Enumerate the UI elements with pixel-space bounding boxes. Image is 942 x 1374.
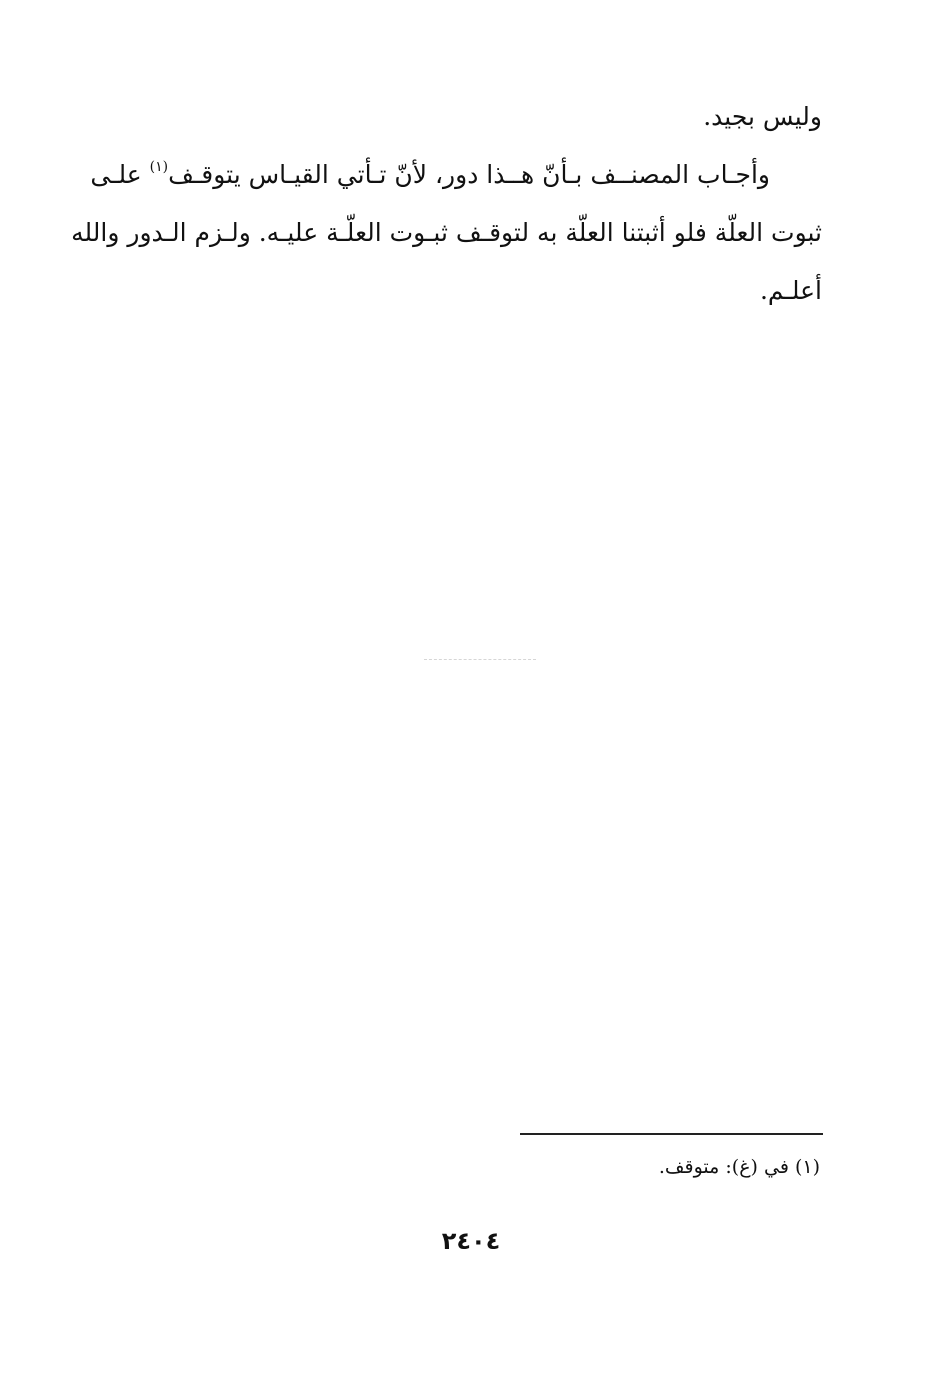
paragraph-1 [128, 88, 822, 146]
footnote: (١) في (غ): متوقف. [658, 1156, 820, 1178]
text-line: أعلـم. [759, 276, 822, 305]
footnote-separator [520, 1133, 823, 1135]
page-number: ٢٤٠٤ [441, 1227, 501, 1255]
text-segment: علـى [90, 160, 150, 189]
text-line: ثبوت العلّة فلو أثبتنا العلّة به لتوقـف ثبـوت العلّـة عليـه. ولـزم الـدور والله [71, 218, 822, 247]
scan-artifact-line [424, 659, 536, 660]
text-line: وليس بجيد. [703, 102, 822, 131]
text-segment: وأجـاب المصنــف بـأنّ هــذا دور، لأنّ تـأتي القيـاس يتوقـف [168, 160, 770, 189]
text-line [90, 146, 822, 204]
paragraph-2 [71, 146, 822, 320]
footnote-reference[interactable]: (١) [149, 159, 169, 175]
main-text [71, 88, 822, 320]
